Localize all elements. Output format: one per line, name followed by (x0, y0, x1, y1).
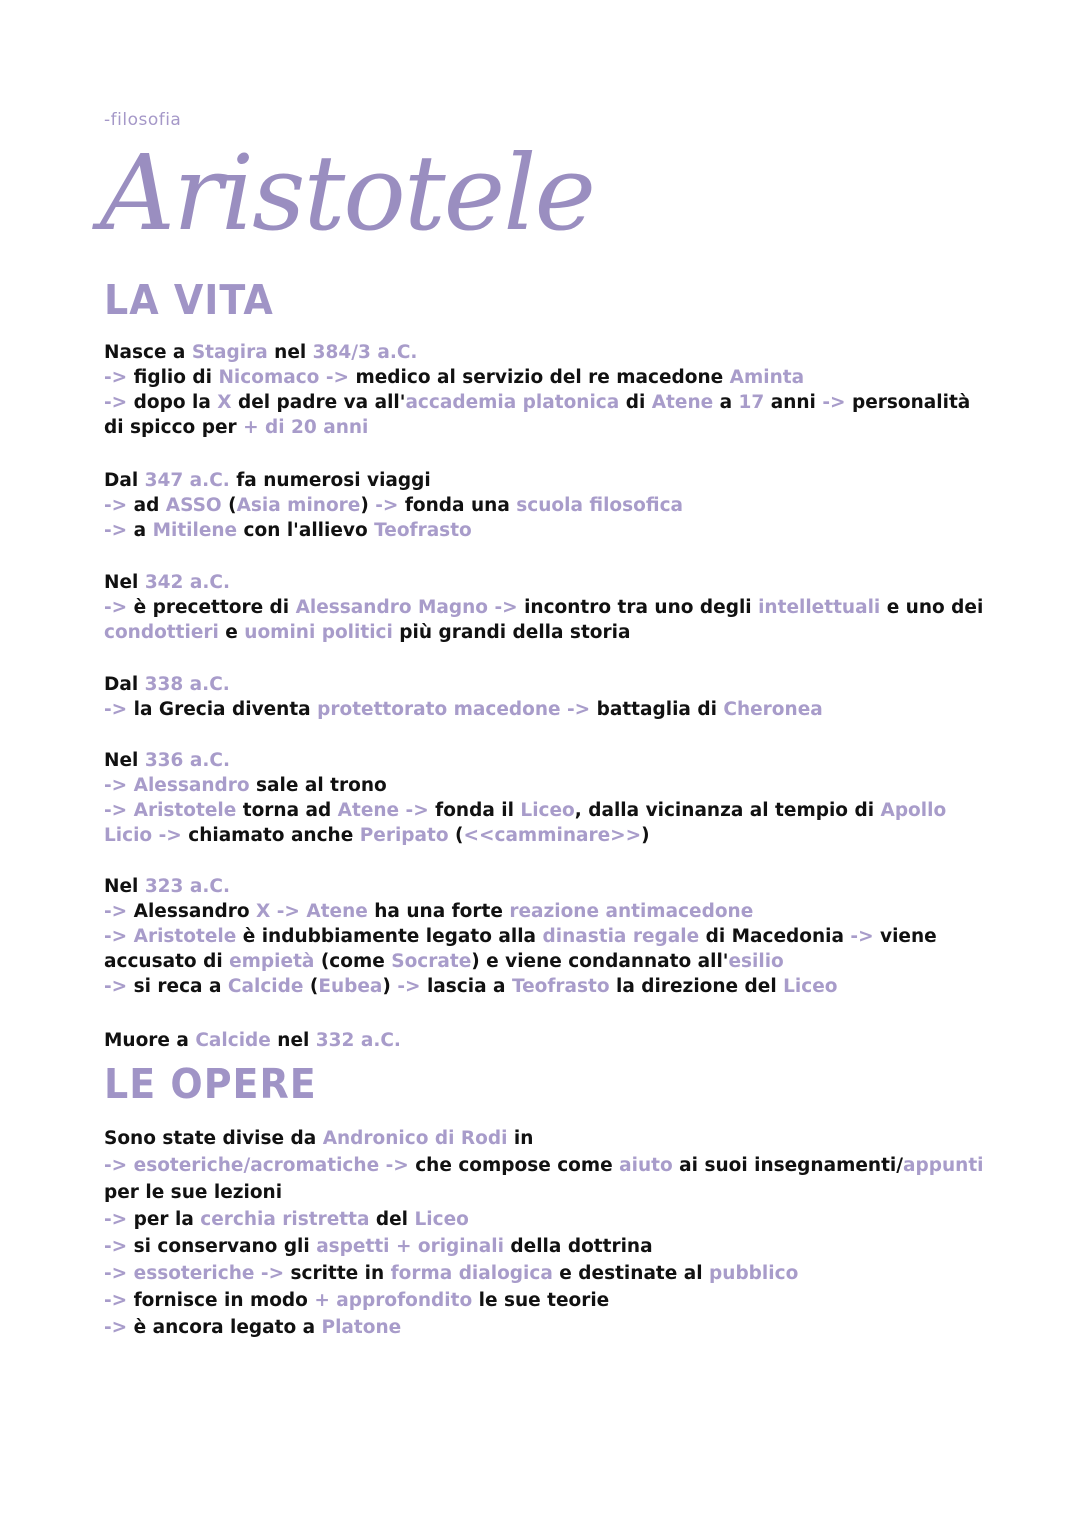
highlight-term: X (256, 901, 271, 922)
highlight-term: cerchia ristretta (200, 1209, 370, 1230)
highlight-term: protettorato macedone (317, 699, 561, 720)
paragraph-tutor (104, 570, 984, 645)
text-segment: medico al servizio del re macedone (349, 367, 730, 388)
highlight-term: scuola filosofica (516, 495, 684, 516)
highlight-term: accademia platonica (405, 392, 620, 413)
text-segment: ai suoi insegnamenti/ (672, 1155, 904, 1176)
highlight-term: Asia minore (236, 495, 361, 516)
highlight-term: 336 a.C. (144, 750, 230, 771)
paragraph-death (104, 1028, 984, 1053)
text-segment: che compose come (408, 1155, 620, 1176)
text-segment: si conservano gli (127, 1236, 317, 1257)
page-title: Aristotele (100, 132, 595, 254)
text-line (104, 1233, 984, 1260)
paragraph-exile (104, 874, 984, 999)
highlight-term: approfondito (336, 1290, 473, 1311)
highlight-term: Atene (651, 392, 714, 413)
highlight-term: ASSO (165, 495, 222, 516)
highlight-term: forma dialogica (390, 1263, 553, 1284)
text-line (104, 570, 984, 595)
text-segment: ( (448, 825, 464, 846)
arrow-symbol: -> (379, 1155, 409, 1176)
text-segment: (come (314, 951, 392, 972)
text-segment: e destinate al (552, 1263, 710, 1284)
paragraph-lyceum (104, 748, 984, 848)
highlight-term: X (217, 392, 232, 413)
arrow-symbol: -> (375, 495, 399, 516)
text-line (104, 1152, 984, 1206)
highlight-term: esilio (728, 951, 784, 972)
text-segment: a (713, 392, 739, 413)
highlight-term: 323 a.C. (144, 876, 230, 897)
highlight-term: Platone (321, 1317, 402, 1338)
text-segment: , dalla vicinanza al tempio di (574, 800, 881, 821)
highlight-term: intellettuali (758, 597, 881, 618)
text-segment: ad (127, 495, 166, 516)
text-segment: è ancora legato a (127, 1317, 322, 1338)
highlight-term: Liceo (520, 800, 575, 821)
highlight-term: dinastia regale (542, 926, 700, 947)
text-segment: viene accusato di (104, 926, 937, 972)
text-segment: fonda il (428, 800, 521, 821)
text-segment: del padre va all' (231, 392, 406, 413)
text-line (104, 365, 984, 390)
subject-label: -filosofia (104, 110, 182, 130)
text-line (104, 1314, 984, 1341)
section-title-opere: LE OPERE (104, 1060, 317, 1108)
highlight-term: Liceo (783, 976, 838, 997)
text-segment: Muore a (104, 1030, 196, 1051)
highlight-term: aspetti + originali (316, 1236, 504, 1257)
text-line (104, 518, 984, 543)
arrow-symbol: -> (104, 1290, 128, 1311)
arrow-symbol: -> (104, 901, 128, 922)
text-line (104, 468, 984, 493)
text-segment: per la (127, 1209, 201, 1230)
text-line (104, 1125, 984, 1152)
text-segment: nel (270, 1030, 316, 1051)
text-segment: è precettore di (127, 597, 296, 618)
highlight-term: Alessandro (133, 775, 250, 796)
text-segment: e (218, 622, 245, 643)
text-segment: dopo la (127, 392, 218, 413)
text-segment: chiamato anche (181, 825, 360, 846)
text-line (104, 595, 984, 645)
arrow-symbol: -> (104, 1209, 128, 1230)
text-line (104, 1206, 984, 1233)
text-segment: torna ad (236, 800, 338, 821)
text-segment: Dal (104, 470, 145, 491)
text-segment: la Grecia diventa (127, 699, 318, 720)
text-line (104, 390, 984, 440)
text-segment: più grandi della storia (392, 622, 631, 643)
paragraph-works (104, 1125, 984, 1341)
text-segment: del (369, 1209, 415, 1230)
highlight-term: Apollo Licio (104, 800, 947, 846)
text-segment: ha una forte (367, 901, 510, 922)
text-line (104, 697, 984, 722)
arrow-symbol: -> (850, 926, 874, 947)
highlight-term: 384/3 a.C. (312, 342, 418, 363)
text-segment: di Macedonia (699, 926, 851, 947)
arrow-symbol: -> (560, 699, 591, 720)
text-segment: Alessandro (127, 901, 257, 922)
text-segment: ( (303, 976, 319, 997)
text-segment: fa numerosi viaggi (229, 470, 431, 491)
highlight-term: + di 20 anni (243, 417, 369, 438)
arrow-symbol: -> (319, 367, 350, 388)
text-segment: è indubbiamente legato alla (236, 926, 543, 947)
arrow-symbol: -> (104, 1263, 128, 1284)
text-segment: le sue teorie (472, 1290, 610, 1311)
text-line (104, 924, 984, 974)
highlight-term: condottieri (104, 622, 219, 643)
highlight-term: Andronico di Rodi (322, 1128, 508, 1149)
text-line (104, 974, 984, 999)
highlight-term: aiuto (619, 1155, 673, 1176)
text-segment: Dal (104, 674, 145, 695)
arrow-symbol: -> (104, 392, 128, 413)
text-segment: nel (267, 342, 313, 363)
arrow-symbol: -> (104, 520, 128, 541)
text-segment: sale al trono (249, 775, 387, 796)
highlight-term: esoteriche/acromatiche (133, 1155, 380, 1176)
text-line (104, 672, 984, 697)
arrow-symbol: -> (104, 775, 128, 796)
paragraph-travels (104, 468, 984, 543)
arrow-symbol: -> (104, 800, 128, 821)
text-segment: in (507, 1128, 534, 1149)
text-line (104, 773, 984, 798)
paragraph-birth (104, 340, 984, 440)
highlight-term: Alessandro Magno (295, 597, 488, 618)
highlight-term: 17 (738, 392, 765, 413)
highlight-term: Cheronea (723, 699, 823, 720)
highlight-term: Calcide (195, 1030, 271, 1051)
text-segment: Nel (104, 572, 145, 593)
text-segment: figlio di (127, 367, 219, 388)
highlight-term: Atene (306, 901, 368, 922)
text-segment: ( (221, 495, 237, 516)
arrow-symbol: -> (104, 1155, 128, 1176)
text-line (104, 1028, 984, 1053)
highlight-term: Peripato (359, 825, 449, 846)
arrow-symbol: -> (399, 800, 429, 821)
text-segment: incontro tra uno degli (517, 597, 759, 618)
text-line (104, 899, 984, 924)
highlight-term: Eubea (318, 976, 383, 997)
arrow-symbol: -> (152, 825, 182, 846)
highlight-term: Teofrasto (374, 520, 472, 541)
highlight-term: Teofrasto (511, 976, 610, 997)
arrow-symbol: -> (104, 495, 128, 516)
highlight-term: Calcide (227, 976, 304, 997)
arrow-symbol: -> (104, 976, 128, 997)
paragraph-protectorate (104, 672, 984, 722)
arrow-symbol: -> (822, 392, 846, 413)
text-segment: ) (360, 495, 376, 516)
text-line (104, 874, 984, 899)
text-segment: della dottrina (503, 1236, 653, 1257)
highlight-term: 338 a.C. (144, 674, 230, 695)
arrow-symbol: -> (104, 367, 128, 388)
text-segment: si reca a (127, 976, 228, 997)
text-line (104, 798, 984, 848)
highlight-term: Aristotele (133, 926, 237, 947)
text-segment: ) (641, 825, 650, 846)
text-segment: anni (764, 392, 823, 413)
text-segment: battaglia di (590, 699, 724, 720)
highlight-term: essoteriche (133, 1263, 255, 1284)
arrow-symbol: -> (270, 901, 300, 922)
highlight-term: Atene (337, 800, 400, 821)
arrow-symbol: -> (104, 926, 128, 947)
text-segment: la direzione del (609, 976, 784, 997)
highlight-term: Aristotele (133, 800, 237, 821)
highlight-term: empietà (229, 951, 315, 972)
arrow-symbol: -> (104, 597, 128, 618)
text-segment: fornisce in modo (127, 1290, 315, 1311)
arrow-symbol: -> (254, 1263, 285, 1284)
text-segment: di (619, 392, 652, 413)
text-segment: con l'allievo (237, 520, 375, 541)
text-segment: lascia a (420, 976, 512, 997)
highlight-term: Aminta (729, 367, 805, 388)
text-segment: fonda una (398, 495, 517, 516)
text-line (104, 493, 984, 518)
text-line (104, 748, 984, 773)
highlight-term: Nicomaco (218, 367, 320, 388)
text-line (104, 1260, 984, 1287)
arrow-symbol: -> (488, 597, 518, 618)
highlight-term: 347 a.C. (144, 470, 230, 491)
text-segment: e uno dei (880, 597, 984, 618)
text-segment: scritte in (284, 1263, 391, 1284)
highlight-term: Stagira (191, 342, 268, 363)
arrow-symbol: -> (104, 1317, 128, 1338)
highlight-term: 342 a.C. (144, 572, 230, 593)
text-line (104, 340, 984, 365)
text-segment: a (127, 520, 153, 541)
text-segment: Nasce a (104, 342, 192, 363)
arrow-symbol: -> (104, 1236, 128, 1257)
arrow-symbol: -> (104, 699, 128, 720)
text-segment: per le sue lezioni (104, 1182, 283, 1203)
arrow-symbol: -> (397, 976, 421, 997)
highlight-term: uomini politici (244, 622, 393, 643)
highlight-term: + (314, 1290, 330, 1311)
highlight-term: Liceo (414, 1209, 469, 1230)
highlight-term: pubblico (709, 1263, 799, 1284)
highlight-term: reazione antimacedone (509, 901, 754, 922)
text-segment: ) e viene condannato all' (471, 951, 729, 972)
text-line (104, 1287, 984, 1314)
text-segment: ) (382, 976, 398, 997)
highlight-term: Mitilene (152, 520, 238, 541)
highlight-term: <<camminare>> (463, 825, 642, 846)
text-segment: Nel (104, 876, 145, 897)
section-title-vita: LA VITA (104, 276, 274, 324)
highlight-term: appunti (903, 1155, 984, 1176)
text-segment: personalità di spicco per (104, 392, 971, 438)
highlight-term: 332 a.C. (315, 1030, 401, 1051)
text-segment: Nel (104, 750, 145, 771)
highlight-term: Socrate (391, 951, 472, 972)
text-segment: Sono state divise da (104, 1128, 323, 1149)
